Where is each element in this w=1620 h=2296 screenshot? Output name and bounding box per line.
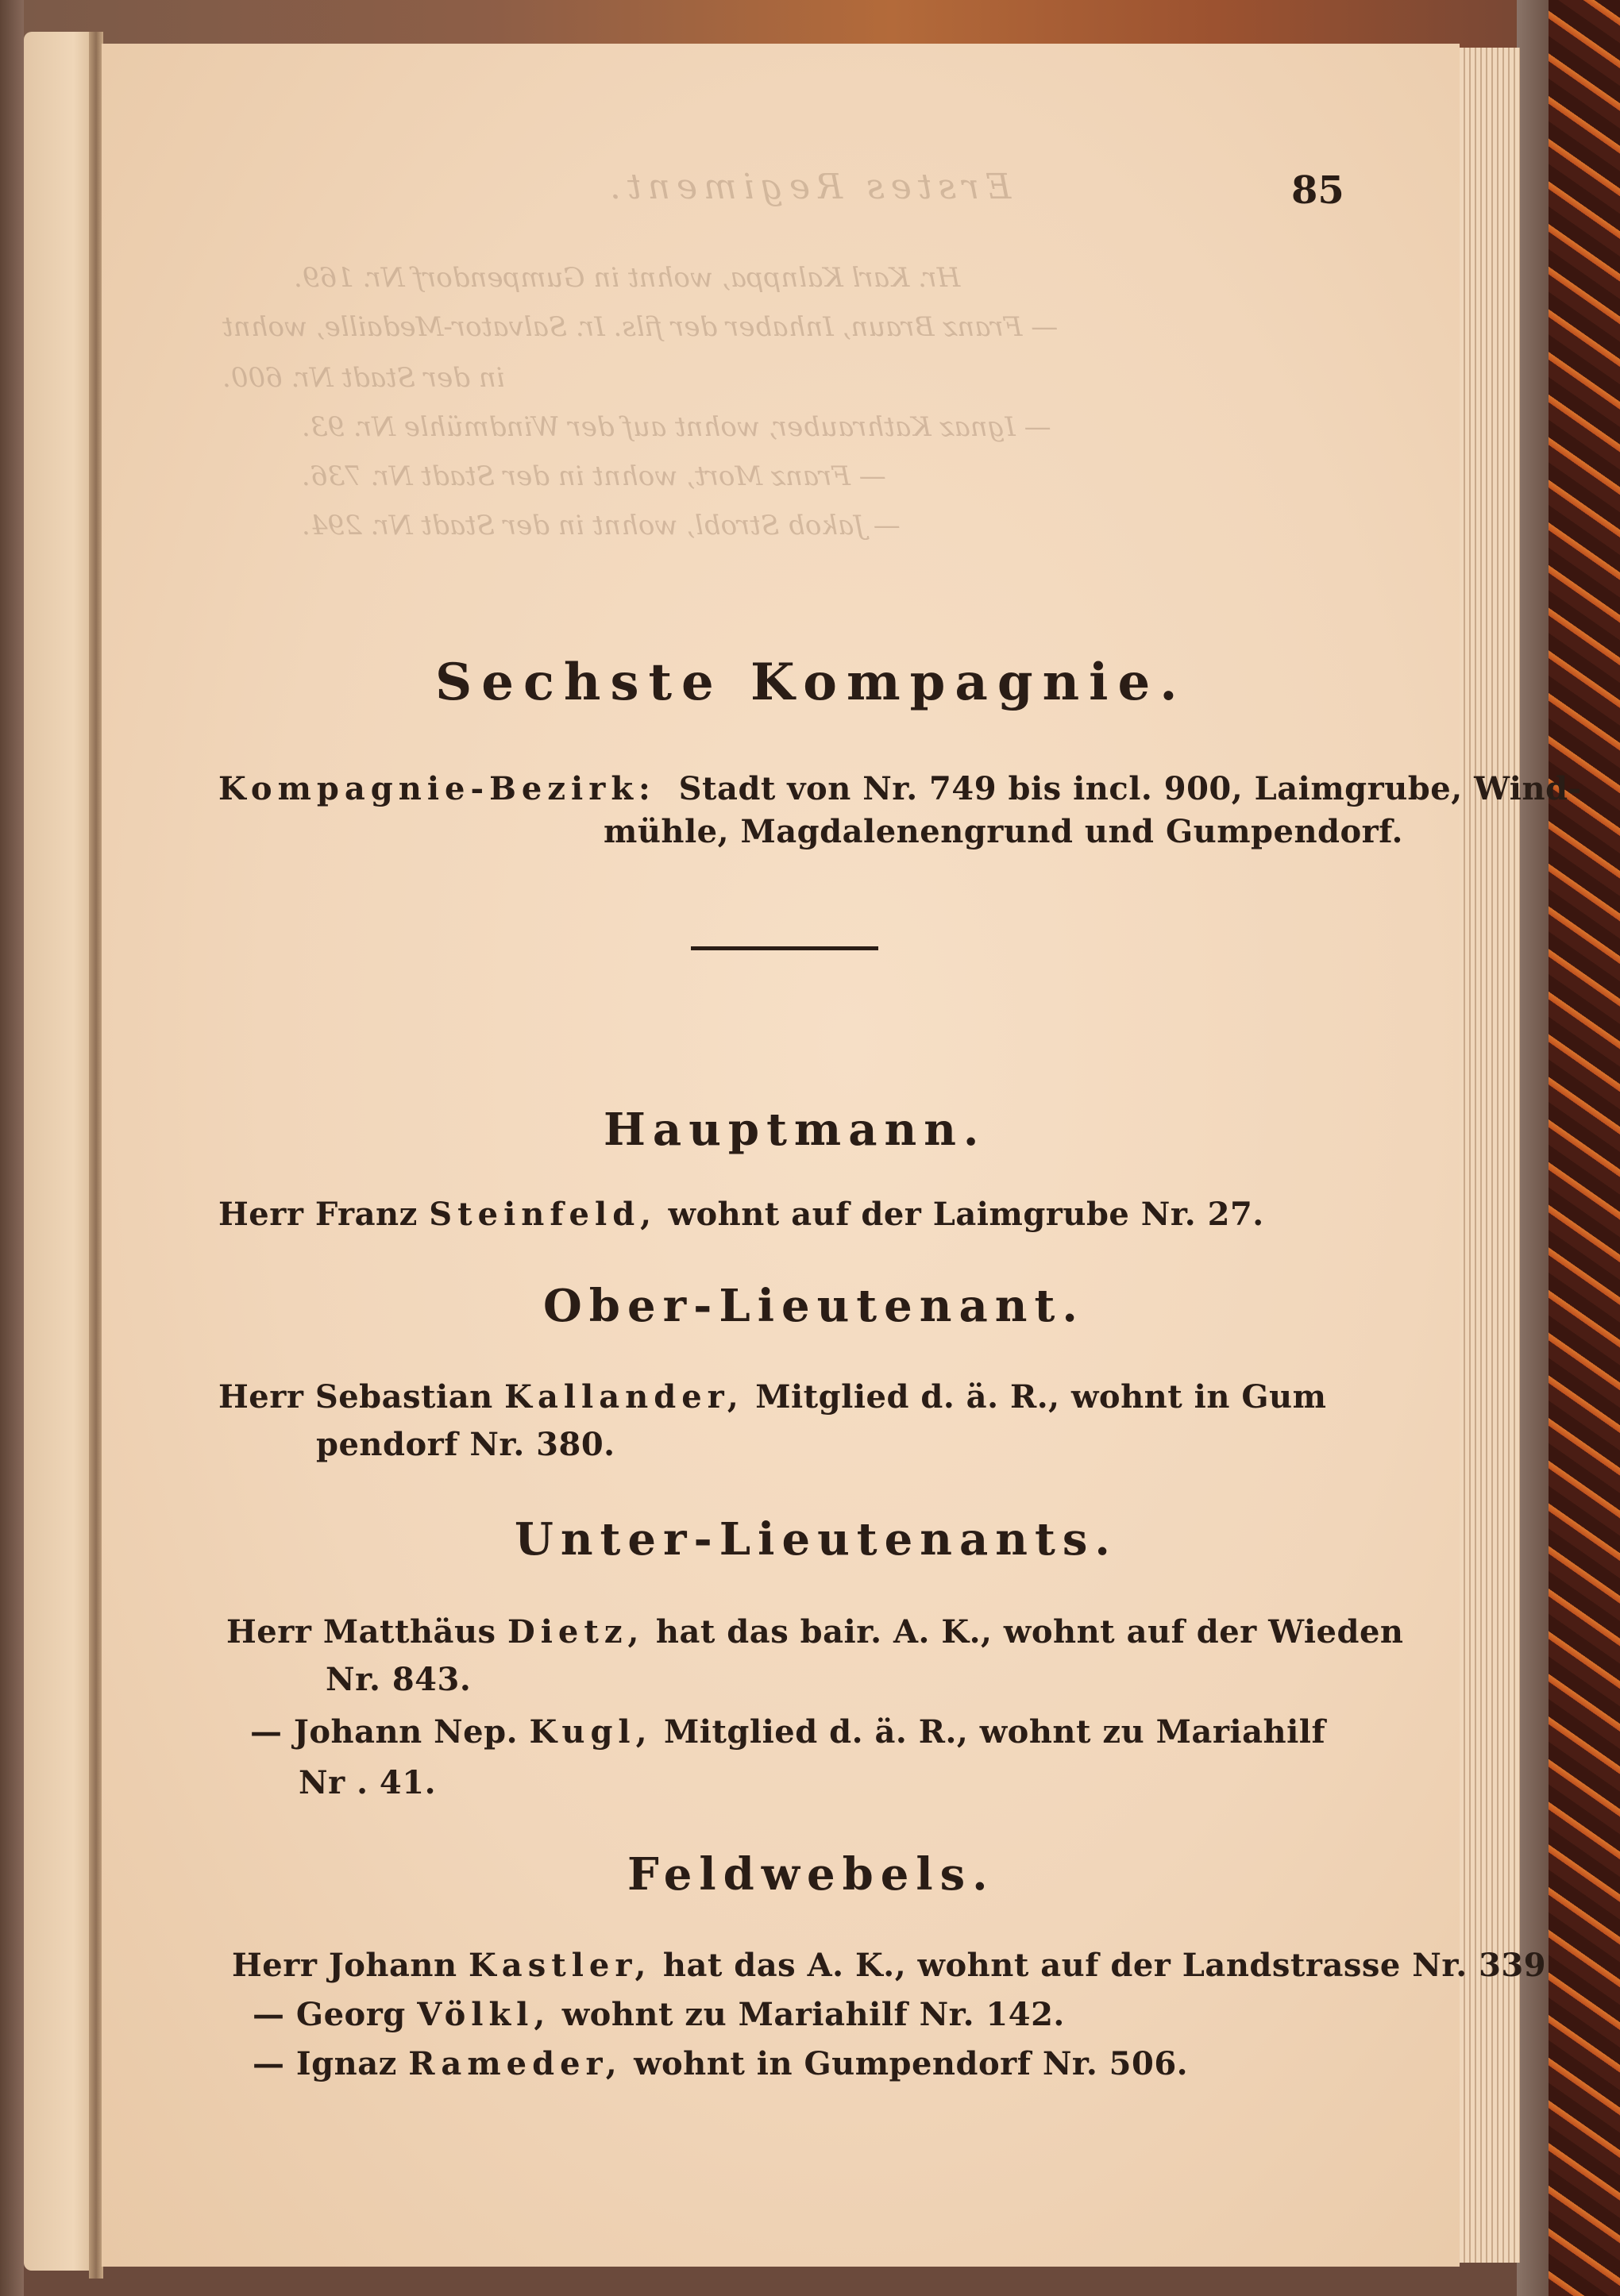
district-text: Stadt von Nr. 749 bis incl. 900, Laimgrube, Wind-: [678, 770, 1582, 807]
district-line-continued: mühle, Magdalenengrund und Gumpendorf.: [604, 813, 1403, 850]
section-divider-rule: [691, 946, 878, 950]
roster-detail: hat das bair. A. K., wohnt auf der Wieden: [655, 1613, 1404, 1651]
officer-name: Völkl,: [417, 1996, 551, 2033]
officer-name: Steinfeld,: [429, 1196, 658, 1233]
bleed-through-line: in der Stadt Nr. 600.: [222, 362, 505, 394]
roster-line: [232, 1947, 1546, 1984]
left-page-edge: [24, 32, 95, 2271]
roster-line-continued: Nr . 41.: [299, 1764, 437, 1801]
roster-line: [253, 2045, 1188, 2082]
roster-prefix: Herr Franz: [218, 1196, 418, 1233]
book-cover-left-edge: [0, 0, 24, 2296]
district-label: Kompagnie-Bezirk:: [218, 770, 656, 807]
heading-unter-lieutenants: Unter-Lieutenants.: [515, 1513, 1117, 1566]
officer-name: Rameder,: [408, 2045, 623, 2082]
roster-line-continued: Nr. 843.: [326, 1661, 472, 1698]
roster-detail: wohnt auf der Laimgrube Nr. 27.: [668, 1196, 1264, 1233]
roster-prefix: — Georg: [253, 1996, 406, 2033]
bleed-through-line: — Franz Mort, wohnt in der Stadt Nr. 736.: [302, 460, 886, 492]
roster-detail: Mitglied d. ä. R., wohnt zu Mariahilf: [663, 1713, 1326, 1751]
officer-name: Kugl,: [529, 1713, 653, 1751]
roster-prefix: — Ignaz: [253, 2045, 397, 2082]
roster-line: [250, 1713, 1325, 1751]
heading-hauptmann: Hauptmann.: [604, 1104, 986, 1156]
roster-line: [218, 1378, 1326, 1416]
roster-detail: wohnt in Gumpendorf Nr. 506.: [634, 2045, 1189, 2082]
heading-ober-lieutenant: Ober-Lieutenant.: [543, 1280, 1085, 1332]
book-cover-top-edge: [0, 0, 1620, 48]
roster-line: [253, 1996, 1065, 2033]
roster-detail: Mitglied d. ä. R., wohnt in Gum: [755, 1378, 1327, 1416]
district-line: [218, 770, 1582, 807]
bleed-through-line: — Franz Braun, Inhaber der fils. Ir. Salvator-Medaille, wohnt: [222, 311, 1059, 343]
roster-line: [226, 1613, 1404, 1651]
bleed-through-line: Hr. Karl Kalnppa, wohnt in Gumpendorf Nr. 169.: [294, 262, 961, 294]
bleed-through-line: — Ignaz Kathrauber, wohnt auf der Windmühle Nr. 93.: [302, 411, 1051, 443]
officer-name: Dietz,: [507, 1613, 645, 1651]
bleed-through-running-head: Erstes Regiment.: [604, 167, 1012, 207]
page-edge-stack: [1460, 48, 1520, 2263]
roster-prefix: Herr Johann: [232, 1947, 457, 1984]
roster-detail: wohnt zu Mariahilf Nr. 142.: [561, 1996, 1065, 2033]
roster-prefix: Herr Matthäus: [226, 1613, 496, 1651]
company-title: Sechste Kompagnie.: [435, 653, 1187, 712]
roster-prefix: — Johann Nep.: [250, 1713, 519, 1751]
page-number: 85: [1291, 168, 1344, 213]
roster-line: [218, 1196, 1264, 1233]
roster-line-continued: pendorf Nr. 380.: [316, 1426, 615, 1463]
roster-prefix: Herr Sebastian: [218, 1378, 493, 1416]
officer-name: Kastler,: [469, 1947, 652, 1984]
marbled-endpaper: [1549, 0, 1620, 2296]
roster-detail: hat das A. K., wohnt auf der Landstrasse Nr. 339: [662, 1947, 1547, 1984]
bleed-through-line: — Jakob Strobl, wohnt in der Stadt Nr. 294.: [302, 510, 901, 541]
heading-feldwebels: Feldwebels.: [627, 1848, 995, 1901]
officer-name: Kallander,: [504, 1378, 744, 1416]
